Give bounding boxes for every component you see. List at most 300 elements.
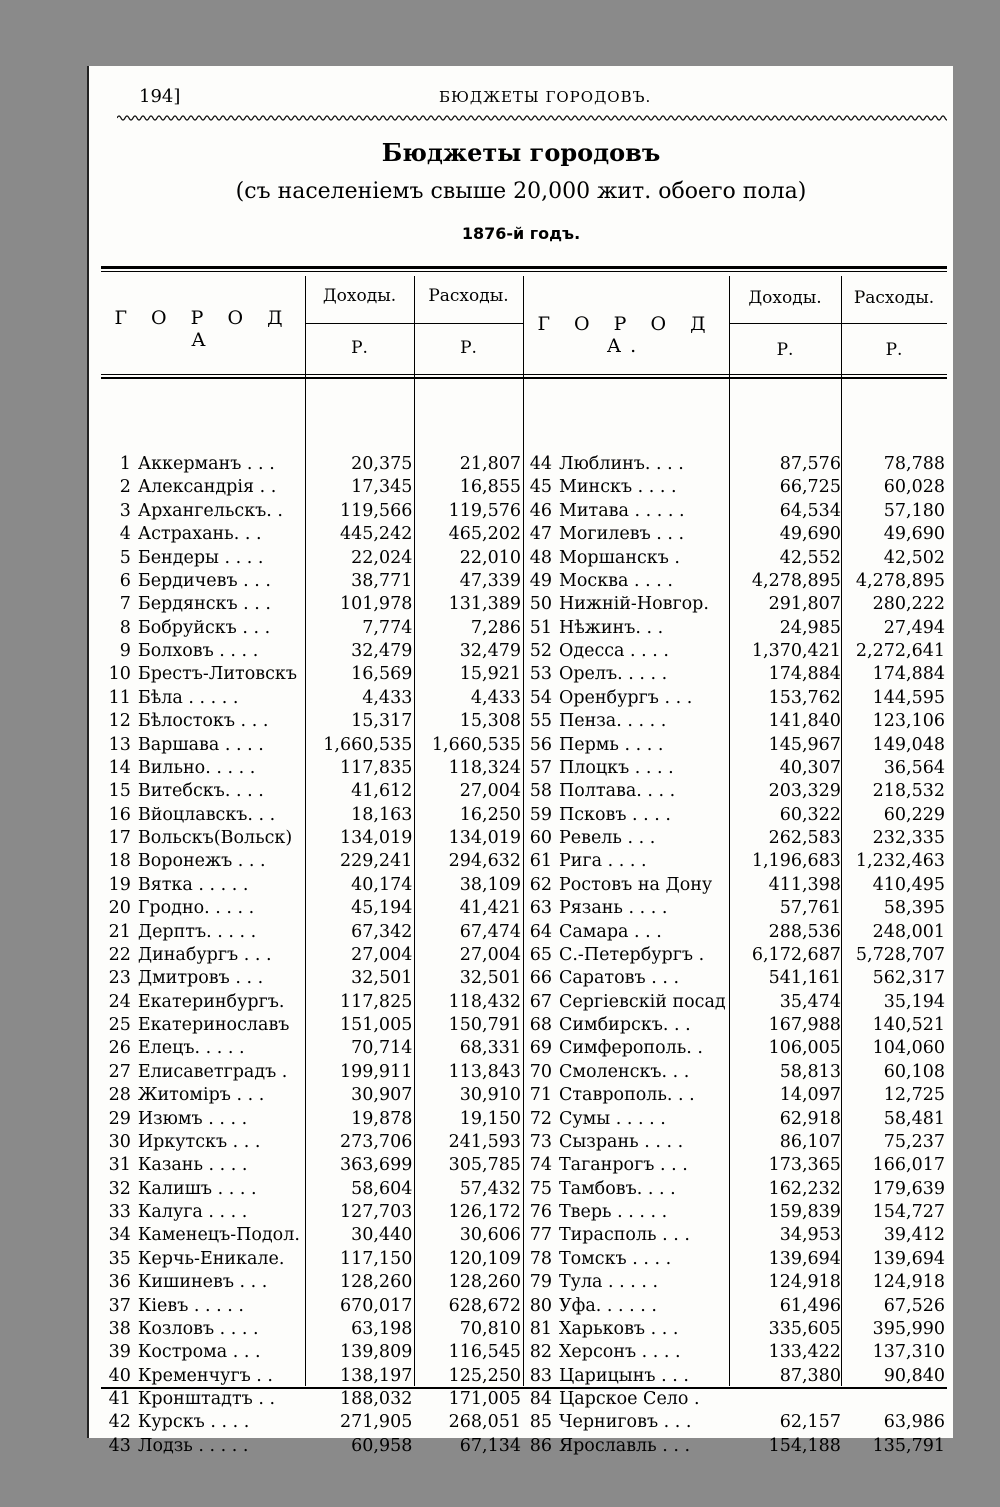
expenses-value: 241,593 [448, 1131, 521, 1152]
income-value: 57,761 [779, 898, 841, 919]
header-expenses-left: Расходы. [428, 286, 509, 306]
table-row [523, 523, 947, 546]
income-value: 273,706 [339, 1131, 413, 1152]
expenses-value: 123,106 [872, 711, 945, 732]
city-name: Бердянскъ . . . [137, 594, 271, 615]
income-value: 127,703 [339, 1202, 413, 1222]
city-name: Брестъ-Литовскъ [137, 664, 298, 685]
row-number: 65 [529, 944, 552, 965]
city-name: Самара . . . [558, 921, 662, 942]
expenses-value: 41,421 [459, 898, 521, 919]
table-row [101, 1271, 523, 1294]
row-number: 14 [108, 757, 131, 778]
income-value: 30,907 [351, 1085, 413, 1106]
table-row [523, 1271, 947, 1294]
city-name: Калуга . . . . [137, 1202, 248, 1222]
header-cities-left: Г О Р О Д А [114, 307, 292, 351]
income-value: 117,150 [339, 1248, 413, 1269]
row-number: 72 [529, 1108, 552, 1129]
expenses-value: 58,395 [883, 898, 945, 919]
table-row [523, 1341, 947, 1364]
income-value: 117,825 [339, 991, 413, 1012]
income-value: 87,576 [779, 454, 841, 474]
expenses-value: 36,564 [883, 757, 945, 778]
table-row [523, 734, 947, 757]
document-page [87, 66, 953, 1456]
city-name: Сызрань . . . . [558, 1131, 684, 1152]
table-row [523, 453, 947, 476]
table-row [101, 1178, 523, 1201]
row-number: 77 [529, 1225, 552, 1246]
row-number: 15 [108, 781, 131, 802]
expenses-value: 1,660,535 [431, 734, 521, 755]
city-name: Кременчугъ . . [137, 1365, 273, 1386]
city-name: Моршанскъ . [558, 547, 680, 568]
expenses-value: 166,017 [872, 1155, 945, 1176]
city-name: Витебскъ. . . . [137, 781, 264, 802]
row-number: 74 [529, 1155, 552, 1176]
row-number: 12 [108, 711, 131, 732]
expenses-value: 1,232,463 [855, 851, 945, 872]
expenses-value: 149,048 [872, 734, 945, 755]
left-table [101, 453, 523, 1458]
expenses-value: 67,526 [883, 1295, 945, 1316]
row-number: 64 [529, 921, 552, 942]
city-name: Нѣжинъ. . . [558, 617, 664, 638]
expenses-value: 144,595 [872, 687, 945, 708]
row-number: 28 [108, 1085, 131, 1106]
wavy-divider [117, 114, 947, 122]
table-row [101, 570, 523, 593]
income-value: 167,988 [768, 1015, 841, 1035]
table-row [101, 1248, 523, 1271]
table-row [523, 780, 947, 803]
income-value: 30,440 [351, 1225, 413, 1246]
expenses-value [843, 1388, 947, 1411]
income-value: 106,005 [768, 1038, 841, 1059]
city-name: Бобруйскъ . . . [137, 617, 271, 638]
table-row [523, 1295, 947, 1318]
city-name: Плоцкъ . . . . [558, 757, 674, 778]
income-value: 17,345 [351, 477, 413, 498]
table-row [523, 850, 947, 873]
expenses-value: 4,433 [470, 687, 521, 708]
row-number: 29 [108, 1108, 131, 1129]
table-row [523, 944, 947, 967]
table-row [101, 1201, 523, 1224]
income-value: 445,242 [339, 524, 413, 545]
header-unit-income-left: Р. [351, 338, 368, 358]
table-row [523, 1318, 947, 1341]
row-number: 48 [529, 547, 552, 568]
table-row [101, 1435, 523, 1458]
row-number: 33 [108, 1202, 131, 1222]
income-value: 38,771 [351, 570, 413, 591]
table-row [523, 967, 947, 990]
city-name: Пермь . . . . [558, 734, 664, 755]
table-row [101, 757, 523, 780]
city-name: Житоміръ . . . [137, 1085, 265, 1106]
income-value: 101,978 [339, 594, 413, 615]
income-value: 173,365 [768, 1155, 841, 1176]
expenses-value: 218,532 [872, 781, 945, 802]
city-name: Кіевъ . . . . . [137, 1295, 244, 1316]
expenses-value: 305,785 [448, 1155, 521, 1176]
city-name: Казань . . . . [137, 1155, 248, 1176]
city-name: Нижній-Новгор. [558, 594, 709, 615]
expenses-value: 75,237 [883, 1131, 945, 1152]
row-number: 76 [529, 1202, 552, 1222]
expenses-value: 60,108 [883, 1061, 945, 1082]
row-number: 66 [529, 968, 552, 989]
income-value: 27,004 [351, 944, 413, 965]
income-value: 145,967 [768, 734, 841, 755]
expenses-value: 232,335 [872, 828, 945, 848]
row-number: 71 [529, 1085, 552, 1106]
income-value: 66,725 [779, 477, 841, 498]
income-value: 153,762 [768, 687, 841, 708]
table-row [523, 1084, 947, 1107]
expenses-value: 179,639 [872, 1178, 945, 1199]
header-income-right: Доходы. [748, 288, 822, 308]
expenses-value: 116,545 [448, 1342, 521, 1363]
income-value: 32,501 [351, 968, 413, 989]
city-name: Ростовъ на Дону [558, 874, 713, 895]
table-row [523, 1248, 947, 1271]
expenses-value: 39,412 [883, 1225, 945, 1246]
header-unit-income-right: Р. [776, 340, 794, 360]
city-name: Елецъ. . . . . [137, 1038, 245, 1059]
row-number: 67 [529, 991, 552, 1012]
expenses-value: 60,028 [883, 477, 945, 498]
city-name: Динабургъ . . . [137, 944, 272, 965]
row-number: 25 [108, 1015, 131, 1035]
row-number: 13 [108, 734, 131, 755]
expenses-value: 30,910 [459, 1085, 521, 1106]
table-row [101, 1365, 523, 1388]
row-number: 80 [529, 1295, 552, 1316]
income-value: 271,905 [339, 1412, 413, 1433]
row-number: 7 [119, 594, 131, 615]
header-sub-rule-right [729, 323, 947, 324]
expenses-value: 57,180 [883, 500, 945, 521]
expenses-value: 16,250 [459, 804, 521, 825]
income-value: 1,370,421 [751, 641, 841, 661]
income-value: 7,774 [362, 617, 413, 638]
table-row [101, 734, 523, 757]
city-name: Вильно. . . . . [137, 757, 256, 778]
table-row [523, 1388, 947, 1411]
table-row [523, 640, 947, 663]
income-value: 67,342 [351, 921, 413, 942]
table-row [101, 967, 523, 990]
expenses-value: 562,317 [872, 968, 945, 989]
city-name: Вятка . . . . . [137, 874, 249, 895]
income-value: 288,536 [768, 921, 841, 942]
row-number: 8 [119, 617, 131, 638]
row-number: 59 [529, 804, 552, 825]
table-row [101, 617, 523, 640]
table-row [101, 921, 523, 944]
table-row [523, 804, 947, 827]
row-number: 27 [108, 1061, 131, 1082]
row-number: 79 [529, 1272, 552, 1293]
row-number: 84 [529, 1389, 552, 1409]
row-number: 49 [529, 570, 552, 591]
row-number: 9 [119, 641, 131, 661]
income-value: 58,813 [779, 1061, 841, 1082]
expenses-value: 294,632 [448, 851, 521, 872]
expenses-value: 30,606 [459, 1225, 521, 1246]
city-name: Смоленскъ. . . [558, 1061, 690, 1082]
table-row [523, 687, 947, 710]
table-row [523, 1201, 947, 1224]
expenses-value: 119,576 [448, 500, 521, 521]
table-row [101, 1131, 523, 1154]
income-value: 4,433 [362, 687, 413, 708]
income-value: 58,604 [351, 1178, 413, 1199]
header-unit-expenses-left: Р. [460, 338, 477, 358]
city-name: Люблинъ. . . . [558, 454, 684, 474]
table-row [523, 1154, 947, 1177]
table-row [101, 874, 523, 897]
city-name: Дерптъ. . . . . [137, 921, 257, 942]
city-name: Екатеринбургъ. [137, 991, 285, 1012]
row-number: 82 [529, 1342, 552, 1363]
income-value: 62,157 [779, 1412, 841, 1433]
row-number: 1 [119, 454, 131, 474]
table-row [523, 617, 947, 640]
income-value: 262,583 [768, 828, 841, 848]
table-row [101, 1388, 523, 1411]
income-value: 151,005 [339, 1015, 413, 1035]
city-name: Таганрогъ . . . [558, 1155, 688, 1176]
city-name: Томскъ . . . . [558, 1248, 672, 1269]
expenses-value: 27,004 [459, 781, 521, 802]
income-value: 86,107 [779, 1131, 841, 1152]
row-number: 58 [529, 781, 552, 802]
table-row [101, 1154, 523, 1177]
document-subtitle: (съ населеніемъ свыше 20,000 жит. обоего пола) [235, 179, 807, 204]
expenses-value: 134,019 [448, 828, 521, 848]
row-number: 81 [529, 1318, 552, 1339]
row-number: 54 [529, 687, 552, 708]
city-name: Симферополь. . [558, 1038, 703, 1059]
income-value: 60,322 [779, 804, 841, 825]
city-name: Кронштадтъ . . [137, 1389, 276, 1409]
city-name: Бердичевъ . . . [137, 570, 271, 591]
city-name: Сумы . . . . . [558, 1108, 666, 1129]
city-name: Полтава. . . . [558, 781, 676, 802]
table-row [523, 897, 947, 920]
expenses-value: 2,272,641 [855, 641, 945, 661]
city-name: Кострома . . . [137, 1342, 261, 1363]
income-value: 363,699 [339, 1155, 413, 1176]
city-name: Оренбургъ . . . [558, 687, 693, 708]
row-number: 46 [529, 500, 552, 521]
expenses-value: 395,990 [872, 1318, 945, 1339]
expenses-value: 465,202 [448, 524, 521, 545]
income-value: 411,398 [768, 874, 841, 895]
city-name: Болховъ . . . . [137, 641, 259, 661]
city-name: С.-Петербургъ . [558, 944, 705, 965]
income-value: 42,552 [779, 547, 841, 568]
city-name: Каменецъ-Подол. [137, 1225, 300, 1246]
income-value: 45,194 [351, 898, 413, 919]
row-number: 30 [108, 1131, 131, 1152]
city-name: Елисаветградъ . [137, 1061, 288, 1082]
table-row [101, 991, 523, 1014]
header-unit-expenses-right: Р. [885, 340, 903, 360]
header-income-left: Доходы. [322, 286, 397, 306]
income-value: 117,835 [339, 757, 413, 778]
income-value: 87,380 [779, 1365, 841, 1386]
city-name: Гродно. . . . . [137, 898, 255, 919]
city-name: Тула . . . . . [558, 1272, 659, 1293]
table-row [101, 944, 523, 967]
expenses-value: 140,521 [872, 1015, 945, 1035]
row-number: 68 [529, 1015, 552, 1035]
table-row [523, 1014, 947, 1037]
income-value: 199,911 [339, 1061, 413, 1082]
income-value: 139,809 [339, 1342, 413, 1363]
city-name: Бѣла . . . . . [137, 687, 239, 708]
expenses-value: 15,921 [459, 664, 521, 685]
row-number: 2 [119, 477, 131, 498]
expenses-value: 27,004 [459, 944, 521, 965]
income-value: 64,534 [779, 500, 841, 521]
row-number: 60 [529, 828, 552, 848]
row-number: 16 [108, 804, 131, 825]
expenses-value: 38,109 [459, 874, 521, 895]
city-name: Черниговъ . . . [558, 1412, 692, 1433]
city-name: Псковъ . . . . [558, 804, 671, 825]
income-value: 6,172,687 [751, 944, 841, 965]
income-value: 35,474 [779, 991, 841, 1012]
table-row [101, 1411, 523, 1434]
income-value: 229,241 [339, 851, 413, 872]
table-row [101, 1061, 523, 1084]
row-number: 39 [108, 1342, 131, 1363]
table-row [101, 640, 523, 663]
expenses-value: 90,840 [883, 1365, 945, 1386]
city-name: Рига . . . . [558, 851, 647, 872]
header-expenses-right: Расходы. [853, 288, 935, 308]
table-row [523, 1365, 947, 1388]
row-number: 86 [529, 1435, 552, 1456]
document-title: Бюджеты городовъ [381, 138, 661, 167]
city-name: Симбирскъ. . . [558, 1015, 691, 1035]
row-number: 73 [529, 1131, 552, 1152]
city-name: Калишъ . . . . [137, 1178, 257, 1199]
income-value: 335,605 [768, 1318, 841, 1339]
header-bottom-rule [101, 374, 947, 375]
row-number: 38 [108, 1318, 131, 1339]
income-value: 159,839 [768, 1202, 841, 1222]
expenses-value: 63,986 [883, 1412, 945, 1433]
city-name: Сергіевскій посад [558, 991, 726, 1012]
table-row [101, 1295, 523, 1318]
table-row [523, 874, 947, 897]
row-number: 83 [529, 1365, 552, 1386]
table-row [523, 476, 947, 499]
income-value: 16,569 [351, 664, 413, 685]
header-bottom-rule-thick [101, 377, 947, 379]
expenses-value: 22,010 [459, 547, 521, 568]
income-value: 154,188 [768, 1435, 841, 1456]
city-name: Пенза. . . . . [558, 711, 667, 732]
expenses-value: 16,855 [459, 477, 521, 498]
row-number: 11 [108, 687, 131, 708]
table-row [101, 547, 523, 570]
expenses-value: 248,001 [872, 921, 945, 942]
table-row [523, 827, 947, 850]
expenses-value: 118,432 [448, 991, 521, 1012]
city-name: Кишиневъ . . . [137, 1272, 268, 1293]
expenses-value: 628,672 [448, 1295, 521, 1316]
row-number: 75 [529, 1178, 552, 1199]
expenses-value: 67,134 [459, 1435, 521, 1456]
income-value: 128,260 [339, 1272, 413, 1293]
row-number: 5 [119, 547, 131, 568]
income-value: 40,307 [779, 757, 841, 778]
income-value: 70,714 [351, 1038, 413, 1059]
row-number: 35 [108, 1248, 131, 1269]
budget-table [101, 266, 947, 1456]
income-value: 124,918 [768, 1272, 841, 1293]
table-row [523, 593, 947, 616]
city-name: Царицынъ . . . [558, 1365, 689, 1386]
expenses-value: 7,286 [470, 617, 521, 638]
income-value: 133,422 [768, 1342, 841, 1363]
income-value: 134,019 [339, 828, 413, 848]
city-name: Уфа. . . . . . [558, 1295, 657, 1316]
row-number: 61 [529, 851, 552, 872]
expenses-value: 410,495 [872, 874, 945, 895]
table-row [523, 663, 947, 686]
income-value: 61,496 [779, 1295, 841, 1316]
expenses-value: 15,308 [459, 711, 521, 732]
city-name: Иркутскъ . . . [137, 1131, 261, 1152]
income-value: 4,278,895 [751, 570, 841, 591]
table-row [523, 1037, 947, 1060]
city-name: Курскъ . . . . [137, 1412, 250, 1433]
city-name: Аккерманъ . . . [137, 454, 275, 474]
income-value: 63,198 [351, 1318, 413, 1339]
page-header [139, 86, 949, 110]
expenses-value: 139,694 [872, 1248, 945, 1269]
row-number: 63 [529, 898, 552, 919]
row-number: 34 [108, 1225, 131, 1246]
table-row [101, 687, 523, 710]
table-row [101, 827, 523, 850]
table-row [101, 500, 523, 523]
income-value: 19,878 [351, 1108, 413, 1129]
expenses-value: 137,310 [872, 1342, 945, 1363]
income-value: 60,958 [351, 1435, 413, 1456]
city-name: Орелъ. . . . . [558, 664, 668, 685]
city-name: Бѣлостокъ . . . [137, 711, 269, 732]
city-name: Изюмъ . . . . [137, 1108, 248, 1129]
city-name: Лодзь . . . . . [137, 1435, 249, 1456]
city-name: Варшава . . . . [137, 734, 264, 755]
row-number: 50 [529, 594, 552, 615]
income-value: 188,032 [339, 1389, 413, 1409]
income-value: 162,232 [768, 1178, 841, 1199]
row-number: 26 [108, 1038, 131, 1059]
table-row [523, 1224, 947, 1247]
table-row [523, 757, 947, 780]
